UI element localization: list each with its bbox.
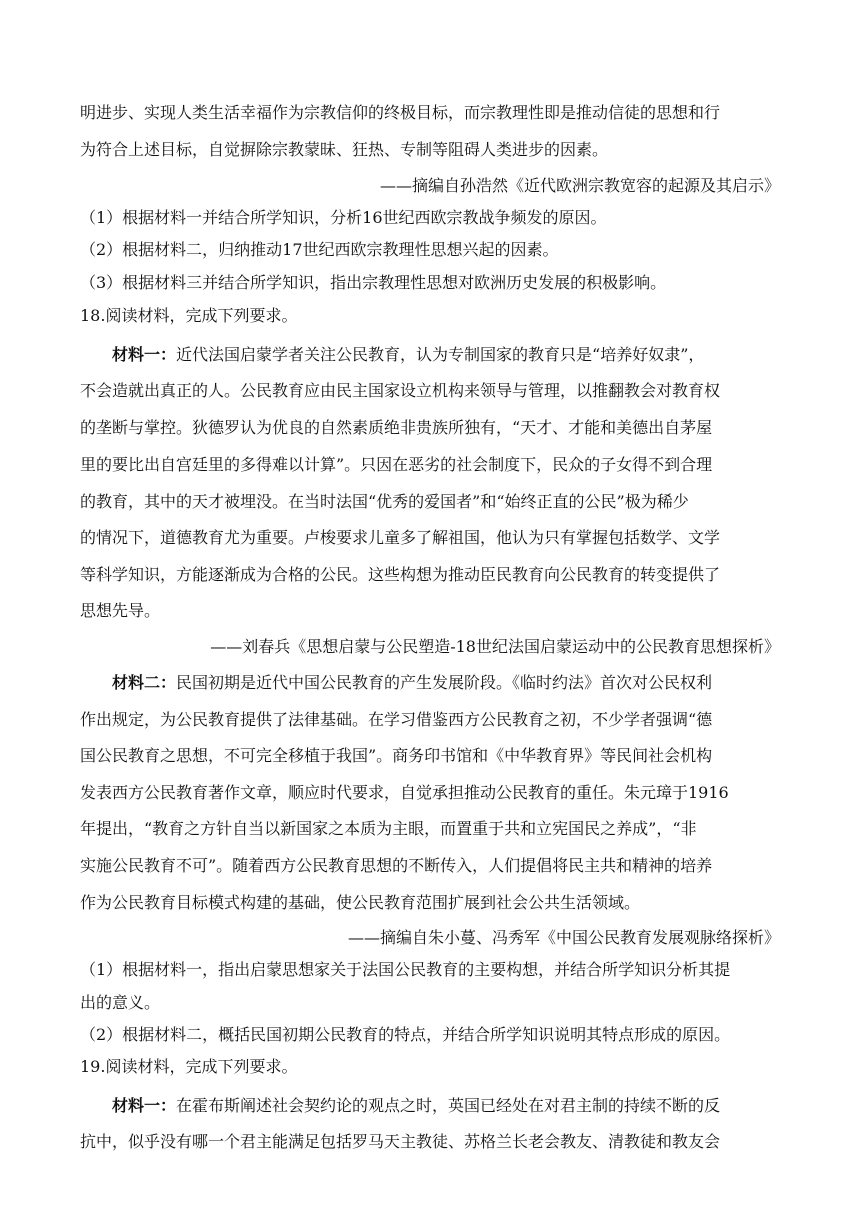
question-heading: 19.阅读材料，完成下列要求。 xyxy=(80,1057,298,1076)
text-line: 里的要比出自宫廷里的多得难以计算”。只因在恶劣的社会制度下，民众的子女得不到合理 xyxy=(80,455,713,474)
text-line: 等科学知识，方能逐渐成为合格的公民。这些构想为推动臣民教育向公民教育的转变提供了 xyxy=(80,565,721,584)
material-paragraph-start xyxy=(112,673,712,693)
text-line: 作为公民教育目标模式构建的基础，使公民教育范围扩展到社会公共生活领域。 xyxy=(80,893,641,912)
question-item: （1）根据材料一并结合所学知识，分析16世纪西欧宗教战争频发的原因。 xyxy=(80,208,607,227)
citation: ——摘编自孙浩然《近代欧洲宗教宽容的起源及其启示》 xyxy=(379,176,780,195)
text-line: 的教育，其中的天才被埋没。在当时法国“优秀的爱国者”和“始终正直的公民”极为稀少 xyxy=(80,492,689,511)
material-label: 材料二： xyxy=(112,673,177,692)
text-line: 发表西方公民教育著作文章，顺应时代要求，自觉承担推动公民教育的重任。朱元璋于1916 xyxy=(80,783,729,802)
text-line: 实施公民教育不可”。随着西方公民教育思想的不断传入，人们提倡将民主共和精神的培养 xyxy=(80,856,713,875)
citation: ——摘编自朱小蔓、冯秀军《中国公民教育发展观脉络探析》 xyxy=(347,928,780,947)
material-label: 材料一： xyxy=(112,345,177,364)
text-line: 的情况下，道德教育尤为重要。卢梭要求儿童多了解祖国，他认为只有掌握包括数学、文学 xyxy=(80,528,721,547)
question-item: （2）根据材料二，概括民国初期公民教育的特点，并结合所学知识说明其特点形成的原因。 xyxy=(80,1025,731,1044)
material-label: 材料一： xyxy=(112,1096,177,1115)
question-item: （3）根据材料三并结合所学知识，指出宗教理性思想对欧洲历史发展的积极影响。 xyxy=(80,273,667,292)
text-line: 为符合上述目标，自觉摒除宗教蒙昧、狂热、专制等阻碍人类进步的因素。 xyxy=(80,140,609,159)
text-line: 不会造就出真正的人。公民教育应由民主国家设立机构来领导与管理，以推翻教会对教育权 xyxy=(80,381,721,400)
text-line: 明进步、实现人类生活幸福作为宗教信仰的终极目标，而宗教理性即是推动信徒的思想和行 xyxy=(80,103,721,122)
text-line: 抗中，似乎没有哪一个君主能满足包括罗马天主教徒、苏格兰长老会教友、清教徒和教友会 xyxy=(80,1132,721,1151)
question-item: （2）根据材料二，归纳推动17世纪西欧宗教理性思想兴起的因素。 xyxy=(80,240,559,259)
text-span: 近代法国启蒙学者关注公民教育，认为专制国家的教育只是“培养好奴隶”， xyxy=(176,345,705,364)
text-span: 在霍布斯阐述社会契约论的观点之时，英国已经处在对君主制的持续不断的反 xyxy=(176,1096,721,1115)
text-span: 民国初期是近代中国公民教育的产生发展阶段。《临时约法》首次对公民权利 xyxy=(176,673,713,692)
text-line: 出的意义。 xyxy=(80,993,161,1012)
citation: ——刘春兵《思想启蒙与公民塑造-18世纪法国启蒙运动中的公民教育思想探析》 xyxy=(210,637,780,656)
text-line: 年提出，“教育之方针自当以新国家之本质为主眼，而置重于共和立宪国民之养成”，“非 xyxy=(80,819,697,838)
text-line: 的垄断与掌控。狄德罗认为优良的自然素质绝非贵族所独有，“天才、才能和美德出自茅屋 xyxy=(80,418,713,437)
question-heading: 18.阅读材料，完成下列要求。 xyxy=(80,306,298,325)
material-paragraph-start xyxy=(112,345,704,365)
material-paragraph-start xyxy=(112,1096,720,1116)
text-line: 作出规定，为公民教育提供了法律基础。在学习借鉴西方公民教育之初，不少学者强调“德 xyxy=(80,710,713,729)
text-line: 国公民教育之思想，不可完全移植于我国”。商务印书馆和《中华教育界》等民间社会机构 xyxy=(80,746,713,765)
text-line: 思想先导。 xyxy=(80,601,161,620)
question-item: （1）根据材料一，指出启蒙思想家关于法国公民教育的主要构想，并结合所学知识分析其提 xyxy=(80,960,731,979)
